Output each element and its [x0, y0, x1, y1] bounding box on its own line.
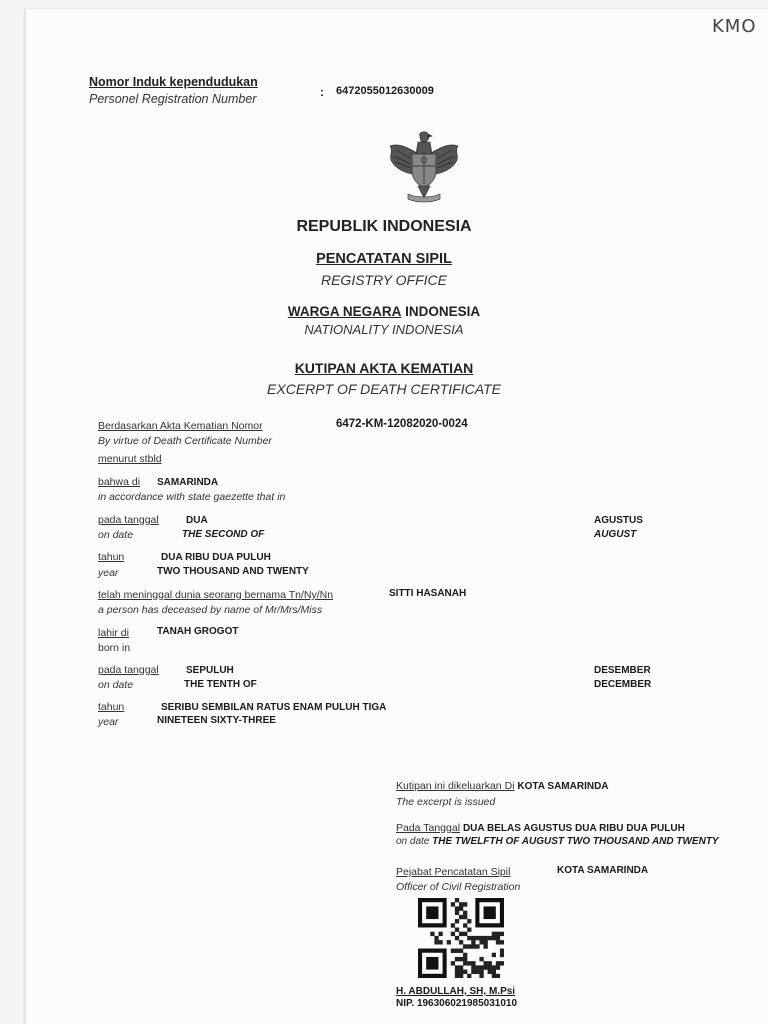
birth-year-label-id: tahun [98, 701, 125, 713]
nationality-id-a: WARGA NEGARA [287, 304, 402, 319]
death-year-en: TWO THOUSAND AND TWENTY [157, 566, 309, 577]
officer-label-en: Officer of Civil Registration [396, 881, 521, 893]
birth-year-en: NINETEEN SIXTY-THREE [157, 715, 276, 726]
qr-code-icon [418, 898, 504, 978]
issued-label-id: Kutipan ini dikeluarkan Di [396, 780, 515, 792]
death-date-label-id: pada tanggal [98, 514, 159, 526]
issued-place: KOTA SAMARINDA [517, 781, 609, 792]
death-day-id: DUA [186, 515, 208, 526]
issued-label-en: The excerpt is issued [396, 796, 496, 808]
nationality-id-b: INDONESIA [405, 304, 481, 319]
nik-label-id: Nomor Induk kependudukan [89, 75, 258, 89]
nik-label-en: Personel Registration Number [89, 92, 257, 106]
birth-day-id: SEPULUH [186, 665, 234, 676]
death-year-label-id: tahun [98, 551, 125, 563]
nik-value: 6472055012630009 [336, 85, 434, 97]
issue-date-line-id [396, 822, 685, 834]
deceased-label-id: telah meninggal dunia seorang bernama Tn/Ny/Nn [98, 589, 334, 601]
issue-date-value-id: DUA BELAS AGUSTUS DUA RIBU DUA PULUH [462, 823, 685, 834]
born-label-en: born in [98, 642, 131, 654]
issue-date-value-en: THE TWELFTH OF AUGUST TWO THOUSAND AND TWENTY [432, 836, 719, 847]
death-year-label-en: year [98, 567, 119, 579]
place-value: SAMARINDA [157, 477, 219, 488]
cert-number-label-id: Berdasarkan Akta Kematian Nomor [98, 420, 263, 432]
document-title-en: EXCERPT OF DEATH CERTIFICATE [267, 381, 501, 397]
issue-date-label-en: on date [396, 836, 430, 847]
registry-office-id: PENCATATAN SIPIL [316, 251, 452, 267]
officer-label-id: Pejabat Pencatatan Sipil [396, 866, 511, 878]
birth-year-id: SERIBU SEMBILAN RATUS ENAM PULUH TIGA [161, 702, 387, 713]
nationality-id [0, 304, 768, 319]
place-label-id: bahwa di [98, 476, 141, 488]
republic-title: REPUBLIK INDONESIA [296, 218, 472, 235]
birth-day-en: THE TENTH OF [184, 679, 257, 690]
issue-date-line-en [396, 836, 719, 847]
born-place: TANAH GROGOT [157, 626, 239, 637]
born-label-id: lahir di [98, 627, 129, 639]
death-month-en: AUGUST [594, 529, 637, 540]
issue-date-label-id: Pada Tanggal [396, 822, 461, 834]
nik-colon: : [320, 85, 324, 99]
death-day-en: THE SECOND OF [182, 529, 265, 540]
handwritten-note: KMO [712, 16, 757, 37]
birth-month-en: DECEMBER [594, 679, 652, 690]
deceased-name: SITTI HASANAH [389, 588, 467, 599]
cert-number-label-en: By virtue of Death Certificate Number [98, 435, 272, 447]
birth-date-label-en: on date [98, 679, 134, 691]
document-title-id: KUTIPAN AKTA KEMATIAN [294, 360, 474, 376]
nationality-en: NATIONALITY INDONESIA [304, 322, 464, 337]
death-date-label-en: on date [98, 529, 134, 541]
stbld-label: menurut stbld [98, 453, 162, 465]
deceased-label-en: a person has deceased by name of Mr/Mrs/Miss [98, 604, 323, 616]
birth-year-label-en: year [98, 716, 119, 728]
garuda-emblem-icon [382, 128, 466, 208]
birth-month-id: DESEMBER [594, 665, 651, 676]
place-label-en: in accordance with state gaezette that in [98, 491, 286, 503]
cert-number-value: 6472-KM-12082020-0024 [336, 418, 468, 430]
death-month-id: AGUSTUS [594, 515, 643, 526]
officer-name: H. ABDULLAH, SH, M.Psi [396, 986, 516, 997]
officer-place: KOTA SAMARINDA [557, 865, 649, 876]
issued-line-id [396, 780, 609, 792]
officer-nip: NIP. 196306021985031010 [396, 998, 518, 1009]
registry-office-en: REGISTRY OFFICE [320, 272, 447, 288]
birth-date-label-id: pada tanggal [98, 664, 159, 676]
death-year-id: DUA RIBU DUA PULUH [161, 552, 271, 563]
